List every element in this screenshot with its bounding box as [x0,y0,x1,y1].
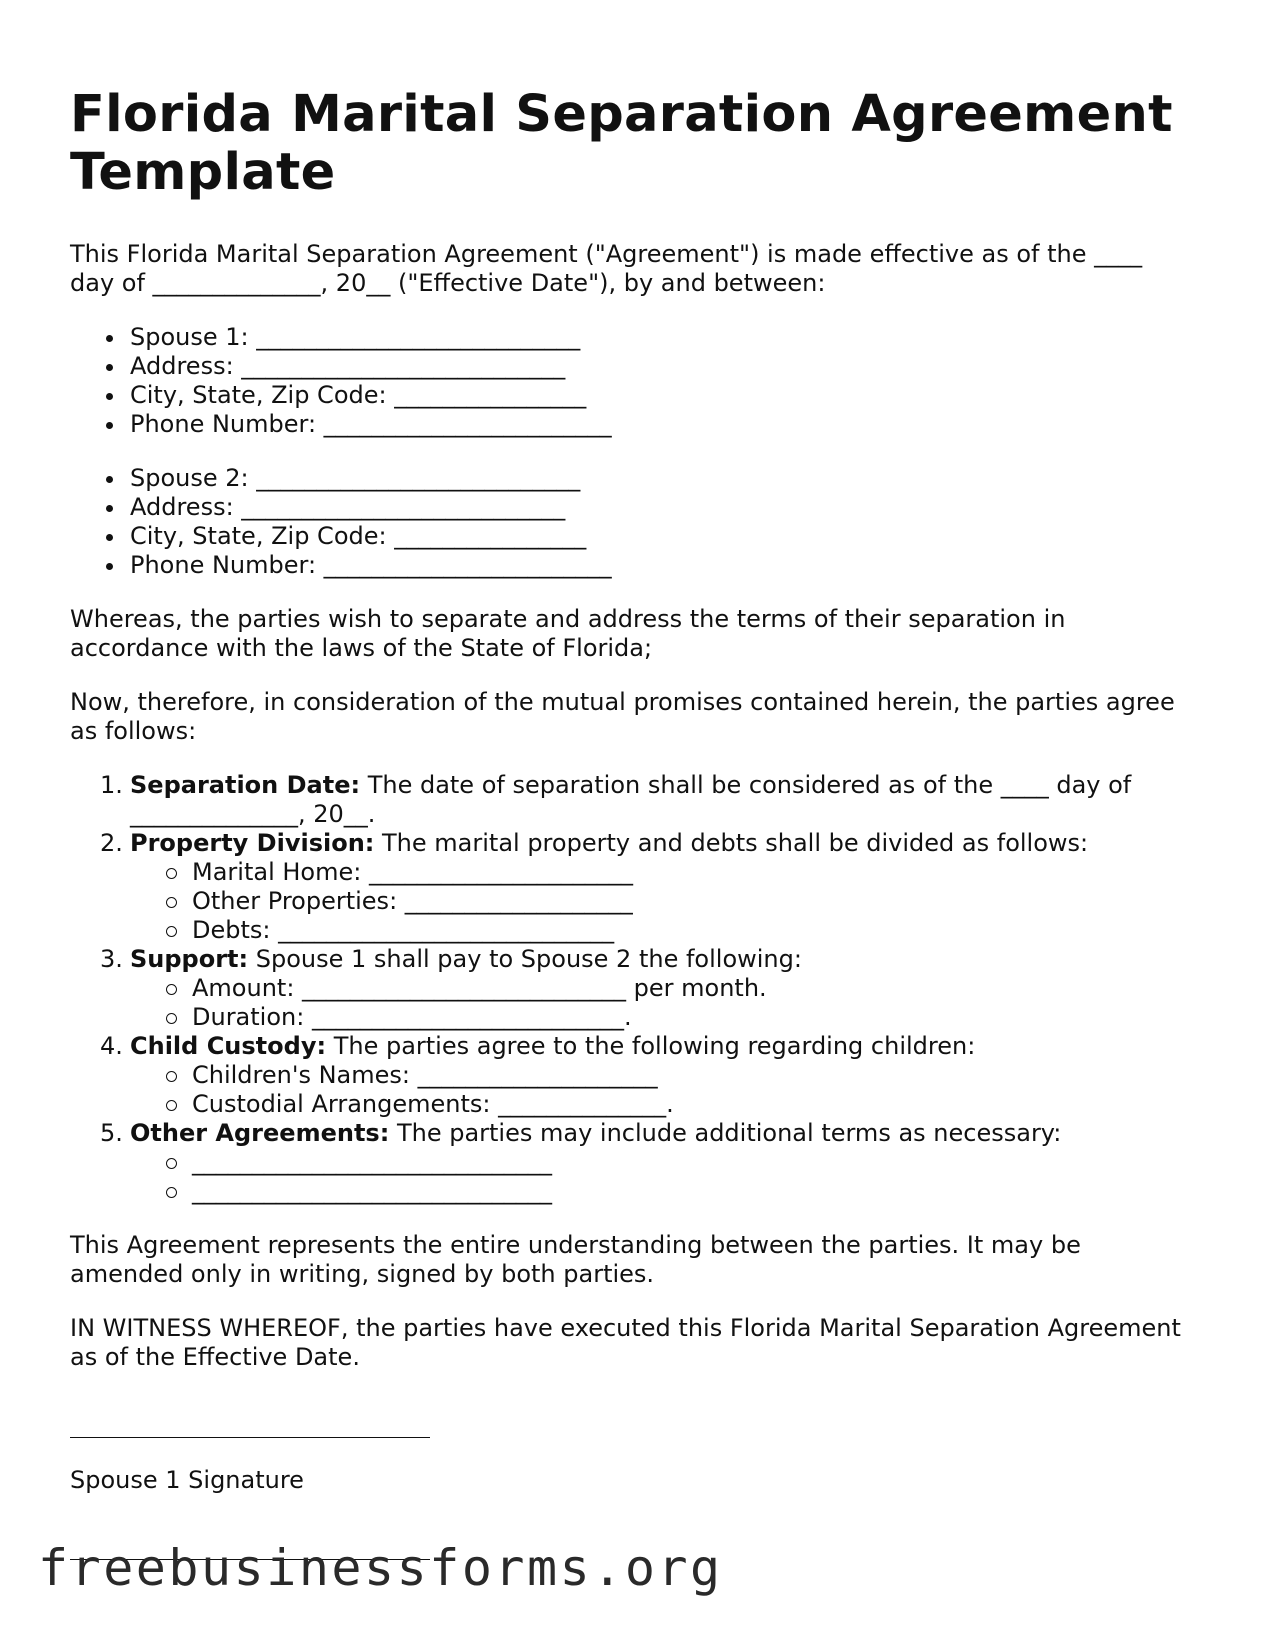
term-text: The marital property and debts shall be divided as follows: [374,829,1089,857]
other-agreement-blank: ______________________________ [130,1148,1190,1177]
term-text: The date of separation shall be considered as of the ____ day of ______________, 20__. [130,771,1132,828]
now-therefore-paragraph: Now, therefore, in consideration of the mutual promises contained herein, the parties agree as follows: [70,688,1175,745]
term-text: The parties agree to the following regarding children: [326,1032,976,1060]
document-title: Florida Marital Separation Agreement Template [70,85,1173,202]
spouse-1-address-field: Address: ___________________________ [70,352,1190,381]
other-agreement-blank: ______________________________ [130,1177,1190,1206]
term-number: 3. [100,945,123,973]
whereas-paragraph: Whereas, the parties wish to separate and address the terms of their separation in accordance with the laws of the State of Florida; [70,605,1066,662]
spouse-1-details [70,323,1190,439]
property-division-items [130,858,1190,945]
intro-paragraph: This Florida Marital Separation Agreement ("Agreement") is made effective as of the ____ day of ______________, 20__ ("Effective Date"), by and between: [70,240,1143,297]
spouse-1-city-state-zip-field: City, State, Zip Code: ________________ [70,381,1190,410]
entire-agreement-paragraph: This Agreement represents the entire understanding between the parties. It may be amended only in writing, signed by both parties. [70,1231,1081,1288]
term-number: 5. [100,1119,123,1147]
childrens-names-field: Children's Names: ____________________ [130,1061,1190,1090]
child-custody-items [130,1061,1190,1119]
term-number: 2. [100,829,123,857]
term-number: 1. [100,771,123,799]
marital-home-field: Marital Home: ______________________ [130,858,1190,887]
other-properties-field: Other Properties: ___________________ [130,887,1190,916]
debts-field: Debts: ____________________________ [130,916,1190,945]
term-separation-date [70,771,1190,829]
witness-paragraph: IN WITNESS WHEREOF, the parties have executed this Florida Marital Separation Agreement as of the Effective Date. [70,1314,1181,1371]
spouse-1-name-field: Spouse 1: ___________________________ [70,323,1190,352]
support-duration-field: Duration: __________________________. [130,1003,1190,1032]
term-heading: Support: [130,945,249,973]
spouse-1-signature-line [70,1436,430,1438]
spouse-2-address-field: Address: ___________________________ [70,493,1190,522]
term-number: 4. [100,1032,123,1060]
support-items [130,974,1190,1032]
terms-list [70,771,1190,1206]
spouse-1-phone-field: Phone Number: ________________________ [70,410,1190,439]
spouse-2-name-field: Spouse 2: ___________________________ [70,464,1190,493]
spouse-2-details [70,464,1190,580]
spouse-2-phone-field: Phone Number: ________________________ [70,551,1190,580]
term-text: Spouse 1 shall pay to Spouse 2 the following: [248,945,802,973]
spouse-1-signature-label: Spouse 1 Signature [70,1466,304,1494]
term-heading: Separation Date: [130,771,361,799]
watermark-text: freebusinessforms.org [38,1539,723,1597]
term-heading: Child Custody: [130,1032,327,1060]
custodial-arrangements-field: Custodial Arrangements: ______________. [130,1090,1190,1119]
term-other-agreements [70,1119,1190,1206]
term-text: The parties may include additional terms as necessary: [389,1119,1062,1147]
spouse-2-city-state-zip-field: City, State, Zip Code: ________________ [70,522,1190,551]
term-heading: Property Division: [130,829,375,857]
other-agreements-items [130,1148,1190,1206]
term-child-custody [70,1032,1190,1119]
term-heading: Other Agreements: [130,1119,390,1147]
support-amount-field: Amount: ___________________________ per month. [130,974,1190,1003]
term-support [70,945,1190,1032]
term-property-division [70,829,1190,945]
document-page [70,86,1190,1560]
